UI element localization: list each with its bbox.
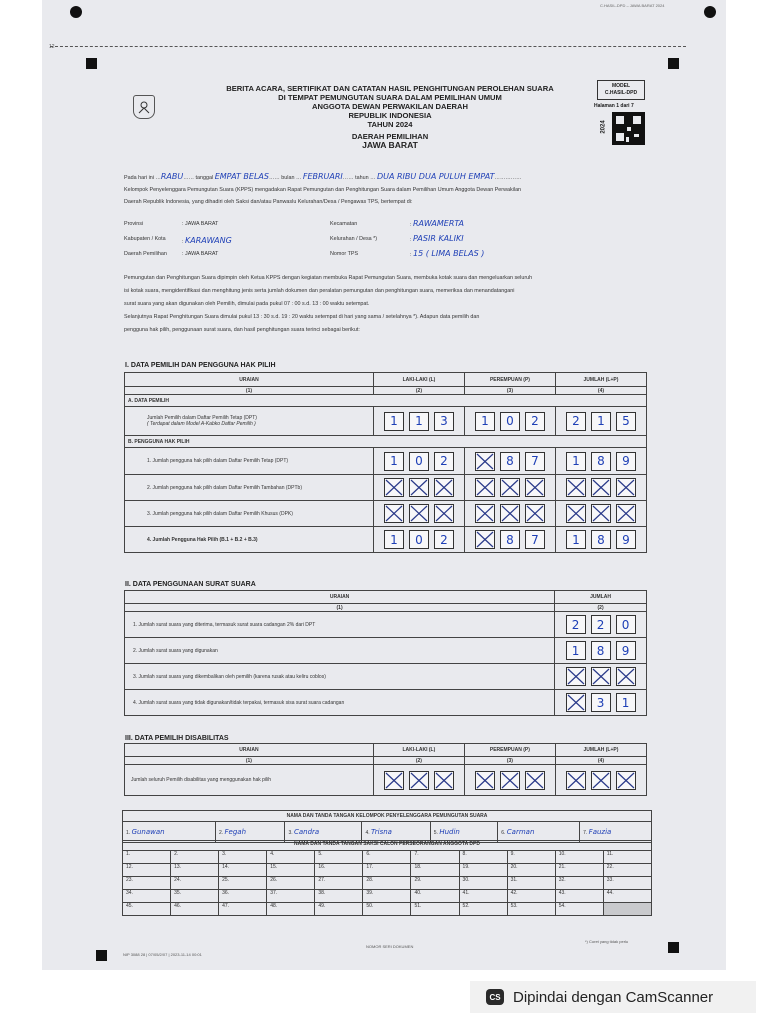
row-b2-label: 2. Jumlah pengguna hak pilih dalam Daftar Pemilih Tambahan (DPTb) <box>125 475 374 501</box>
witness-cell: 52. <box>459 903 507 916</box>
digit-box: 1 <box>409 412 429 431</box>
kecamatan-field: : RAWAMERTA <box>410 219 465 228</box>
crossed-box-icon <box>434 504 454 523</box>
provinsi-label: Provinsi <box>124 221 144 227</box>
row-disabilitas-label: Jumlah seluruh Pemilih disabilitas yang menggunakan hak pilih <box>125 765 374 796</box>
tps-field: : 15 ( LIMA BELAS ) <box>410 249 485 258</box>
digit-box: 2 <box>566 615 586 634</box>
witness-cell: 45. <box>123 903 171 916</box>
witness-cell: 21. <box>555 864 603 877</box>
kelurahan-label: Kelurahan / Desa *) <box>330 236 378 242</box>
cell-ss1-J <box>555 612 647 638</box>
row-a-title: A. DATA PEMILIH <box>125 395 647 407</box>
table-surat-suara <box>124 590 647 716</box>
crossed-box-icon <box>384 771 404 790</box>
tahun-label: tahun <box>355 175 369 181</box>
witness-cell: 11. <box>603 851 651 864</box>
digit-box: 1 <box>475 412 495 431</box>
witness-row <box>123 851 652 864</box>
digit-box: 8 <box>591 452 611 471</box>
digit-box: 9 <box>616 452 636 471</box>
col-num: (4) <box>555 757 646 765</box>
cell-b3-L <box>373 501 464 527</box>
crossed-box-icon <box>616 504 636 523</box>
crossed-box-icon <box>500 504 520 523</box>
col-num: (2) <box>373 387 464 395</box>
col-num: (2) <box>555 604 647 612</box>
digit-box: 3 <box>434 412 454 431</box>
witness-cell: 24. <box>171 877 219 890</box>
tps-value: 15 ( LIMA BELAS ) <box>413 249 485 258</box>
witness-cell: 2. <box>171 851 219 864</box>
witness-cell: 42. <box>507 890 555 903</box>
col-num: (2) <box>373 757 464 765</box>
col-laki: LAKI-LAKI (L) <box>373 373 464 387</box>
crossed-box-icon <box>384 478 404 497</box>
registration-mark <box>668 942 679 953</box>
digit-box: 0 <box>616 615 636 634</box>
signature-number: 7. <box>583 830 588 836</box>
kabupaten-label: Kabupaten / Kota <box>124 236 166 242</box>
crossed-box-icon <box>409 771 429 790</box>
digit-box: 2 <box>566 412 586 431</box>
digit-box: 1 <box>566 530 586 549</box>
witness-cell: 20. <box>507 864 555 877</box>
crossed-box-icon <box>475 452 495 471</box>
witness-cell: 35. <box>171 890 219 903</box>
row-a-note: ( Terdapat dalam Model A-Kabko Daftar Pemilih ) <box>147 421 256 427</box>
col-num: (1) <box>125 757 374 765</box>
section-2-title: II. DATA PENGGUNAAN SURAT SUARA <box>125 581 256 588</box>
cell-b4-J <box>555 527 646 553</box>
bulan-value: FEBRUARI <box>302 172 343 181</box>
witness-cell: 4. <box>267 851 315 864</box>
signature-name: Gunawan <box>131 828 165 836</box>
witness-cell: 30. <box>459 877 507 890</box>
intro-line-1: Kelompok Penyelenggara Pemungutan Suara (KPPS) mengadakan Rapat Pemungutan dan Penghitungan Suara dalam Pemilihan Umum Anggota Dewan Perwakilan <box>124 187 522 193</box>
witness-table <box>122 840 652 916</box>
crossed-box-icon <box>616 478 636 497</box>
tanggal-label: tanggal <box>195 175 214 181</box>
page-number: Halaman 1 dari 7 <box>594 103 634 109</box>
col-jumlah: JUMLAH (L+P) <box>555 744 646 757</box>
witness-cell: 44. <box>603 890 651 903</box>
witness-cell: 46. <box>171 903 219 916</box>
camscanner-text: Dipindai dengan CamScanner <box>513 988 714 1006</box>
crossed-box-icon <box>384 504 404 523</box>
digit-box: 1 <box>616 693 636 712</box>
crossed-box-icon <box>475 771 495 790</box>
digit-box: 8 <box>500 452 520 471</box>
witness-cell: 33. <box>603 877 651 890</box>
model-code: C.HASIL-DPD <box>604 90 638 96</box>
witness-cell: 29. <box>411 877 459 890</box>
witness-cell: 53. <box>507 903 555 916</box>
witness-cell: 54. <box>555 903 603 916</box>
crossed-box-icon <box>591 667 611 686</box>
cell-a-J <box>555 407 646 436</box>
row-b-title: B. PENGGUNA HAK PILIH <box>125 436 647 448</box>
digit-box: 0 <box>500 412 520 431</box>
col-uraian: URAIAN <box>125 373 374 387</box>
witness-cell: 41. <box>459 890 507 903</box>
cell-b3-J <box>555 501 646 527</box>
signature-number: 2. <box>218 830 224 836</box>
witness-cell: 48. <box>267 903 315 916</box>
digit-box: 0 <box>409 452 429 471</box>
cell-dis-P <box>464 765 555 796</box>
witness-cell: 36. <box>219 890 267 903</box>
witness-cell: 43. <box>555 890 603 903</box>
header-line-6: DAERAH PEMILIHAN <box>351 132 429 141</box>
witness-cell: 8. <box>459 851 507 864</box>
row-ss1-label: 1. Jumlah surat suara yang diterima, termasuk surat suara cadangan 2% dari DPT <box>125 612 555 638</box>
crossed-box-icon <box>591 504 611 523</box>
pada-label: Pada hari ini <box>124 175 154 181</box>
crossed-box-icon <box>434 771 454 790</box>
witness-cell: 31. <box>507 877 555 890</box>
header-line-1: BERITA ACARA, SERTIFIKAT DAN CATATAN HASIL PENGHITUNGAN PEROLEHAN SUARA <box>226 84 554 93</box>
witness-cell: 6. <box>363 851 411 864</box>
witness-cell: 5. <box>315 851 363 864</box>
provinsi-value: : JAWA BARAT <box>182 221 219 227</box>
witness-cell: 27. <box>315 877 363 890</box>
kabupaten-value: KARAWANG <box>185 236 232 245</box>
witness-cell: 32. <box>555 877 603 890</box>
crossed-box-icon <box>566 693 586 712</box>
registration-mark <box>668 58 679 69</box>
witness-cell: 16. <box>315 864 363 877</box>
side-year: 2024 <box>600 120 607 134</box>
signature-number: 5. <box>433 830 438 836</box>
witness-cell: 47. <box>219 903 267 916</box>
kabupaten-field: : KARAWANG <box>182 236 232 245</box>
crossed-box-icon <box>616 771 636 790</box>
crossed-box-icon <box>525 504 545 523</box>
signature-number: 3. <box>288 830 293 836</box>
digit-box: 7 <box>525 452 545 471</box>
crossed-box-icon <box>525 771 545 790</box>
daerah-label: Daerah Pemilihan <box>124 251 167 257</box>
crossed-box-icon <box>434 478 454 497</box>
col-num: (1) <box>125 387 374 395</box>
crossed-box-icon <box>409 478 429 497</box>
signature-number: 6. <box>501 830 506 836</box>
header-line-5: TAHUN 2024 <box>367 120 413 129</box>
signature-name: Candra <box>294 828 320 836</box>
cell-b2-L <box>373 475 464 501</box>
hari-value: RABU <box>160 172 184 181</box>
cell-dis-J <box>555 765 646 796</box>
witness-cell: 22. <box>603 864 651 877</box>
row-a-text: Jumlah Pemilih dalam Daftar Pemilih Tetap (DPT) <box>147 415 257 421</box>
signature-name: Carman <box>506 828 535 836</box>
kecamatan-label: Kecamatan <box>330 221 358 227</box>
tahun-value: DUA RIBU DUA PULUH EMPAT <box>376 172 495 181</box>
date-line: Pada hari ini …RABU…… tanggal EMPAT BELAS…… bulan … FEBRUARI…… tahun … DUA RIBU DUA PULUH EMPAT…………… <box>124 172 522 181</box>
signature-name: Fauzia <box>588 828 612 836</box>
row-ss2-label: 2. Jumlah surat suara yang digunakan <box>125 638 555 664</box>
witness-cell: 37. <box>267 890 315 903</box>
model-box <box>597 80 645 100</box>
digit-box: 8 <box>500 530 520 549</box>
kpu-logo-icon <box>133 95 155 119</box>
digit-box: 9 <box>616 530 636 549</box>
digit-box: 1 <box>591 412 611 431</box>
section-1-title: I. DATA PEMILIH DAN PENGGUNA HAK PILIH <box>125 362 276 369</box>
witness-cell: 39. <box>363 890 411 903</box>
witness-row <box>123 903 652 916</box>
digit-box: 1 <box>384 530 404 549</box>
cell-b1-L <box>373 448 464 475</box>
cell-b4-P <box>464 527 555 553</box>
kelurahan-value: PASIR KALIKI <box>413 234 464 243</box>
qr-code-icon <box>612 112 645 145</box>
cell-ss3-J <box>555 664 647 690</box>
side-mark: 12 <box>49 44 55 50</box>
cell-dis-L <box>373 765 464 796</box>
section-3-title: III. DATA PEMILIH DISABILITAS <box>125 735 229 742</box>
digit-box: 7 <box>525 530 545 549</box>
footer-left: NIP 3088 28 | 07/05/2/07 | 2023-11-14 00:01 <box>123 952 202 957</box>
crossed-box-icon <box>566 667 586 686</box>
witness-cell: 50. <box>363 903 411 916</box>
digit-box: 2 <box>434 530 454 549</box>
signature-name: Hudin <box>439 828 460 836</box>
crossed-box-icon <box>475 530 495 549</box>
kpps-signature-title: NAMA DAN TANDA TANGAN KELOMPOK PENYELENGGARA PEMUNGUTAN SUARA <box>123 811 652 822</box>
table-disabilitas <box>124 743 647 796</box>
witness-cell: 9. <box>507 851 555 864</box>
cell-b4-L <box>373 527 464 553</box>
intro-line-2: Daerah Republik Indonesia, yang dihadiri oleh Saksi dan/atau Panwaslu Kelurahan/Desa / Pengawas TPS, bertempat di: <box>124 199 413 205</box>
form-header <box>160 84 620 150</box>
row-ss4-label: 4. Jumlah surat suara yang tidak digunakan/tidak terpakai, termasuk sisa surat suara cadangan <box>125 690 555 716</box>
crossed-box-icon <box>475 478 495 497</box>
signature-number: 1. <box>126 830 131 836</box>
witness-cell: 15. <box>267 864 315 877</box>
witness-title: NAMA DAN TANDA TANGAN SAKSI CALON PERSEORANGAN ANGGOTA DPD <box>123 841 652 851</box>
kpps-signature-table <box>122 810 652 843</box>
witness-cell: 51. <box>411 903 459 916</box>
camscanner-logo-icon: CS <box>486 989 504 1005</box>
witness-cell: 19. <box>459 864 507 877</box>
kecamatan-value: RAWAMERTA <box>413 219 465 228</box>
bulan-label: bulan <box>281 175 295 181</box>
crossed-box-icon <box>566 771 586 790</box>
para-line-2: isi kotak suara, mengidentifikasi dan menghitung jenis serta jumlah dokumen dan peralatan pemungutan dan penghitungan suara, memeriksa dan menandatangani <box>124 288 515 294</box>
cell-b3-P <box>464 501 555 527</box>
registration-mark <box>86 58 97 69</box>
digit-box: 1 <box>384 452 404 471</box>
daerah-value: : JAWA BARAT <box>182 251 219 257</box>
digit-box: 1 <box>566 641 586 660</box>
digit-box: 1 <box>566 452 586 471</box>
footer-mid: NOMOR SERI DOKUMEN <box>366 944 414 949</box>
header-line-4: REPUBLIK INDONESIA <box>348 111 432 120</box>
crossed-box-icon <box>525 478 545 497</box>
witness-cell: 7. <box>411 851 459 864</box>
witness-cell: 34. <box>123 890 171 903</box>
col-uraian: URAIAN <box>125 591 555 604</box>
crossed-box-icon <box>591 771 611 790</box>
punch-hole <box>70 6 82 18</box>
witness-cell: 12. <box>123 864 171 877</box>
witness-cell: 25. <box>219 877 267 890</box>
witness-cell: 1. <box>123 851 171 864</box>
header-line-7: JAWA BARAT <box>362 140 418 150</box>
camscanner-watermark <box>470 981 756 1013</box>
crossed-box-icon <box>409 504 429 523</box>
crossed-box-icon <box>475 504 495 523</box>
col-jumlah: JUMLAH <box>555 591 647 604</box>
witness-row <box>123 890 652 903</box>
witness-cell: 49. <box>315 903 363 916</box>
header-line-3: ANGGOTA DEWAN PERWAKILAN DAERAH <box>312 102 468 111</box>
witness-cell: 3. <box>219 851 267 864</box>
cell-a-P <box>464 407 555 436</box>
witness-cell: 28. <box>363 877 411 890</box>
witness-note: *) Coret yang tidak perlu <box>585 939 629 944</box>
digit-box: 2 <box>525 412 545 431</box>
digit-box: 2 <box>434 452 454 471</box>
row-a-label <box>125 407 374 436</box>
para-line-1: Pemungutan dan Penghitungan Suara dipimpin oleh Ketua KPPS dengan kegiatan membuka Rapat Pemungutan Suara, membuka kotak suara dan mengeluarkan seluruh <box>124 275 533 281</box>
witness-cell: 23. <box>123 877 171 890</box>
model-label: MODEL <box>611 83 631 89</box>
crossed-box-icon <box>500 478 520 497</box>
col-jumlah: JUMLAH (L+P) <box>555 373 646 387</box>
crossed-box-icon <box>566 478 586 497</box>
digit-box: 1 <box>384 412 404 431</box>
row-b3-label: 3. Jumlah pengguna hak pilih dalam Daftar Pemilih Khusus (DPK) <box>125 501 374 527</box>
col-num: (3) <box>464 757 555 765</box>
digit-box: 5 <box>616 412 636 431</box>
witness-cell: 26. <box>267 877 315 890</box>
crossed-box-icon <box>616 667 636 686</box>
para-line-5: pengguna hak pilih, penggunaan surat suara, dan hasil penghitungan suara terinci sebagai berikut: <box>124 327 360 333</box>
digit-box: 3 <box>591 693 611 712</box>
cell-b1-J <box>555 448 646 475</box>
witness-cell: 14. <box>219 864 267 877</box>
crossed-box-icon <box>566 504 586 523</box>
cell-a-L <box>373 407 464 436</box>
cell-b2-J <box>555 475 646 501</box>
punch-hole <box>704 6 716 18</box>
digit-box: 0 <box>409 530 429 549</box>
col-num: (1) <box>125 604 555 612</box>
para-line-3: surat suara yang akan digunakan oleh Pemilih, dimulai pada pukul 07 : 00 s.d. 13 : 00 waktu setempat. <box>124 301 370 307</box>
cell-ss4-J <box>555 690 647 716</box>
witness-row <box>123 864 652 877</box>
witness-row <box>123 877 652 890</box>
digit-box: 8 <box>591 641 611 660</box>
tanggal-value: EMPAT BELAS <box>214 172 269 181</box>
col-num: (3) <box>464 387 555 395</box>
signature-name: Fegah <box>224 828 247 836</box>
row-ss3-label: 3. Jumlah surat suara yang dikembalikan oleh pemilih (karena rusak atau keliru coblos) <box>125 664 555 690</box>
cut-line <box>50 46 686 47</box>
crossed-box-icon <box>591 478 611 497</box>
witness-cell <box>603 903 651 916</box>
top-code: C.HASIL-DPD – JAWA BARAT 2024 <box>600 3 665 8</box>
digit-box: 2 <box>591 615 611 634</box>
header-line-2: DI TEMPAT PEMUNGUTAN SUARA DALAM PEMILIHAN UMUM <box>278 93 502 102</box>
col-uraian: URAIAN <box>125 744 374 757</box>
witness-cell: 40. <box>411 890 459 903</box>
kelurahan-field: : PASIR KALIKI <box>410 234 464 243</box>
table-pemilih <box>124 372 647 553</box>
digit-box: 8 <box>591 530 611 549</box>
witness-cell: 17. <box>363 864 411 877</box>
row-b4-label: 4. Jumlah Pengguna Hak Pilih (B.1 + B.2 + B.3) <box>125 527 374 553</box>
col-perempuan: PEREMPUAN (P) <box>464 744 555 757</box>
digit-box: 9 <box>616 641 636 660</box>
crossed-box-icon <box>500 771 520 790</box>
witness-cell: 18. <box>411 864 459 877</box>
witness-cell: 10. <box>555 851 603 864</box>
col-num: (4) <box>555 387 646 395</box>
witness-cell: 38. <box>315 890 363 903</box>
signature-name: Trisna <box>371 828 392 836</box>
tps-label: Nomor TPS <box>330 251 359 257</box>
cell-b2-P <box>464 475 555 501</box>
col-perempuan: PEREMPUAN (P) <box>464 373 555 387</box>
row-b1-label: 1. Jumlah pengguna hak pilih dalam Daftar Pemilih Tetap (DPT) <box>125 448 374 475</box>
para-line-4: Selanjutnya Rapat Penghitungan Suara dimulai pukul 13 : 30 s.d. 19 : 20 waktu setempat di hari yang sama / setelahnya *). Adapun data pemilih dan <box>124 314 480 320</box>
signature-number: 4. <box>365 830 370 836</box>
cell-ss2-J <box>555 638 647 664</box>
registration-mark <box>96 950 107 961</box>
cell-b1-P <box>464 448 555 475</box>
col-laki: LAKI-LAKI (L) <box>373 744 464 757</box>
witness-cell: 13. <box>171 864 219 877</box>
